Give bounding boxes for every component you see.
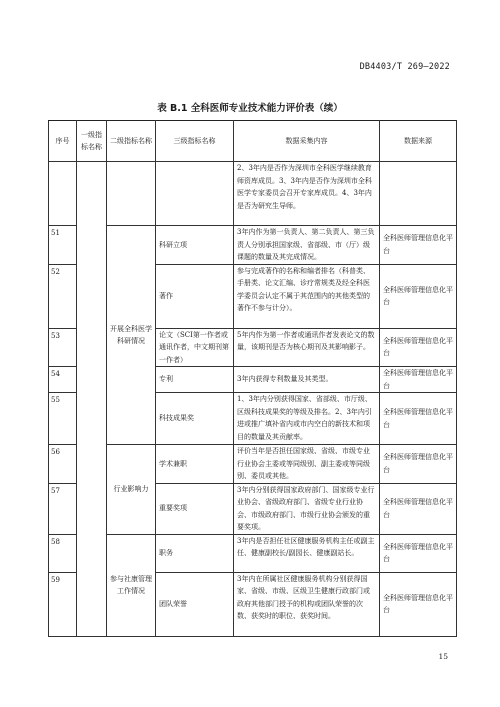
source-cell: 全科医师管理信息化平台 bbox=[380, 226, 457, 265]
seq-cell: 55 bbox=[49, 393, 77, 445]
content-cell: 2、3年内是否作为深圳市全科医学继续教育师资库成员。3、3年内是否作为深圳市全科医学专家委员会召开专家库成员。4、3年内是否为研究生导师。 bbox=[234, 162, 380, 226]
content-cell: 3年内分别获得国家政府部门、国家级专业行业协会、省级政府部门、省级专业行业协会、市级政府部门、市级行业协会颁发的重要奖项。 bbox=[234, 483, 380, 534]
source-cell: 全科医师管理信息化平台 bbox=[380, 534, 457, 572]
level2-cell bbox=[107, 162, 156, 226]
source-cell: 全科医师管理信息化平台 bbox=[380, 264, 457, 328]
table-title: 表 B.1 全科医师专业技术能力评价表（续） bbox=[157, 103, 343, 114]
header-content: 数据采集内容 bbox=[234, 121, 380, 162]
header-source: 数据来源 bbox=[380, 121, 457, 162]
level3-cell: 专利 bbox=[156, 367, 234, 393]
level3-cell: 职务 bbox=[156, 534, 234, 572]
content-cell: 3年内是否担任社区健康服务机构主任或副主任、健康副校长/副园长、健康副站长。 bbox=[234, 534, 380, 572]
seq-cell: 58 bbox=[49, 534, 77, 572]
table-row bbox=[49, 534, 457, 572]
level3-cell: 团队荣誉 bbox=[156, 572, 234, 636]
seq-cell: 52 bbox=[49, 264, 77, 328]
content-cell: 1、3年内分别获得国家、省部级、市厅级、区级科技成果奖的等级及排名。2、3年内引进或推广填补省内或市内空白的新技术和项目的数量及其贡献率。 bbox=[234, 393, 380, 445]
content-cell: 3年内作为第一负责人、第二负责人、第三负责人分别承担国家级、省部级、市（厅）级课题的数量及其完成情况。 bbox=[234, 226, 380, 265]
seq-cell: 53 bbox=[49, 328, 77, 367]
content-cell: 参与完成著作的名称和编者排名（科普类、手册类、论文汇编、诊疗常规类及经全科医学委员会认定不属于其范围内的其他类型的著作不参与计分）。 bbox=[234, 264, 380, 328]
table-row bbox=[49, 445, 457, 484]
source-cell: 全科医师管理信息化平台 bbox=[380, 328, 457, 367]
source-cell: 全科医师管理信息化平台 bbox=[380, 393, 457, 445]
seq-cell: 59 bbox=[49, 572, 77, 636]
level3-cell: 论文（SCI第一作者或通讯作者，中文期刊第一作者） bbox=[156, 328, 234, 367]
level3-cell: 学术兼职 bbox=[156, 445, 234, 484]
content-cell: 5年内作为第一作者或通讯作者发表论文的数量，该期刊是否为核心期刊及其影响影子。 bbox=[234, 328, 380, 367]
group-social: 参与社康管理工作情况 bbox=[107, 534, 156, 636]
header-level1: 一级指标名称 bbox=[77, 121, 107, 162]
seq-cell: 54 bbox=[49, 367, 77, 393]
content-cell: 评价当年是否担任国家级、省级、市级专业行业协会主委或等同级别、副主委或等同级别、委员或其他。 bbox=[234, 445, 380, 484]
document-code: DB4403/T 269—2022 bbox=[359, 62, 450, 72]
source-cell bbox=[380, 162, 457, 226]
table-row bbox=[49, 162, 457, 226]
content-cell: 3年内获得专利数量及其类型。 bbox=[234, 367, 380, 393]
page-number: 15 bbox=[438, 652, 448, 661]
source-cell: 全科医师管理信息化平台 bbox=[380, 445, 457, 484]
seq-cell: 51 bbox=[49, 226, 77, 265]
level1-cell bbox=[77, 162, 107, 637]
seq-cell: 56 bbox=[49, 445, 77, 484]
source-cell: 全科医师管理信息化平台 bbox=[380, 572, 457, 636]
table-header-row bbox=[49, 121, 457, 162]
header-level3: 三级指标名称 bbox=[156, 121, 234, 162]
level3-cell: 科研立项 bbox=[156, 226, 234, 265]
level3-cell bbox=[156, 162, 234, 226]
group-influence: 行业影响力 bbox=[107, 445, 156, 535]
content-cell: 3年内在所属社区健康服务机构分别获得国家、省级、市级、区级卫生健康行政部门或政府其他部门授予的机构或团队荣誉的次数、获奖时的职位、获奖时间。 bbox=[234, 572, 380, 636]
source-cell: 全科医师管理信息化平台 bbox=[380, 483, 457, 534]
header-level2: 二级指标名称 bbox=[107, 121, 156, 162]
seq-cell: 57 bbox=[49, 483, 77, 534]
level3-cell: 重要奖项 bbox=[156, 483, 234, 534]
seq-cell bbox=[49, 162, 77, 226]
level3-cell: 科技成果奖 bbox=[156, 393, 234, 445]
table-row bbox=[49, 226, 457, 265]
evaluation-table bbox=[48, 120, 457, 637]
level3-cell: 著作 bbox=[156, 264, 234, 328]
source-cell: 全科医师管理信息化平台 bbox=[380, 367, 457, 393]
header-seq: 序号 bbox=[49, 121, 77, 162]
group-research: 开展全科医学科研情况 bbox=[107, 226, 156, 445]
